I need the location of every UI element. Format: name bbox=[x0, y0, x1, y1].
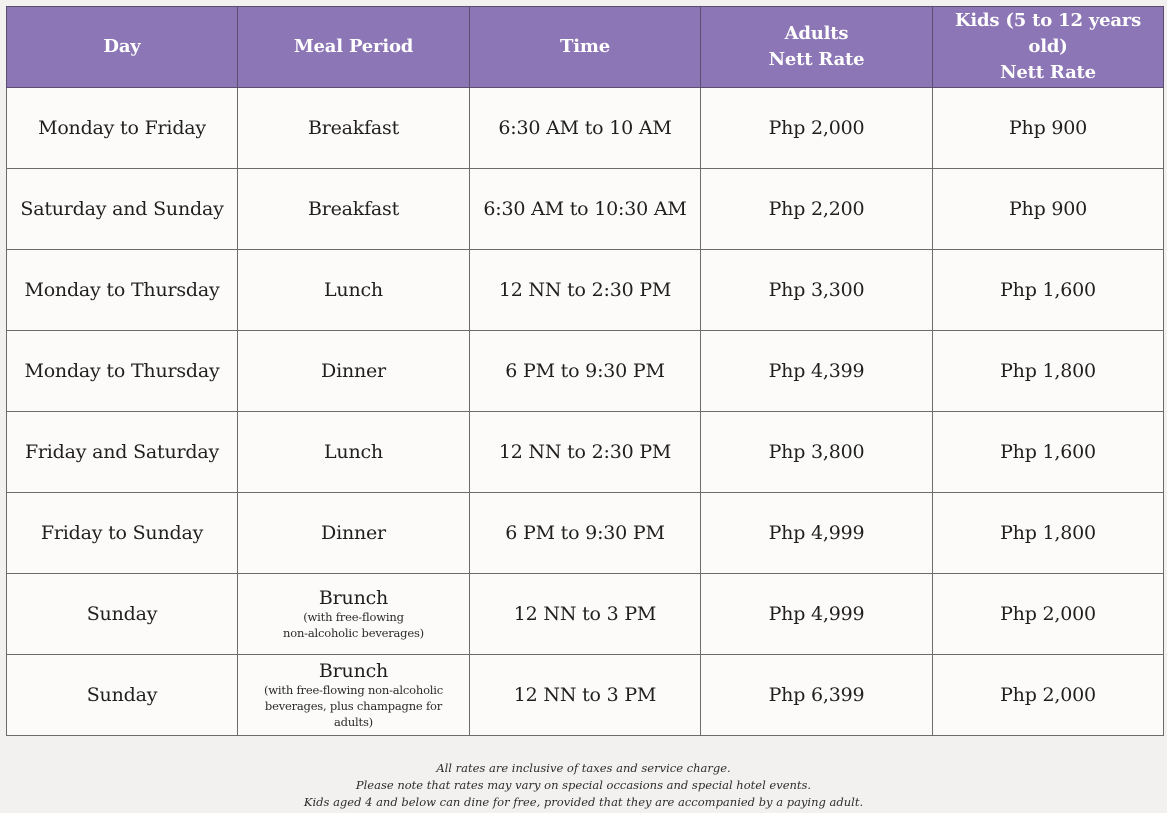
time-cell: 12 NN to 3 PM bbox=[470, 574, 701, 655]
table-row bbox=[7, 250, 1164, 331]
adult-rate-cell: Php 4,999 bbox=[701, 574, 933, 655]
meal-period-cell bbox=[238, 169, 470, 250]
adult-rate-cell: Php 4,999 bbox=[701, 493, 933, 574]
kids-rate-cell: Php 1,800 bbox=[933, 493, 1164, 574]
table-row bbox=[7, 331, 1164, 412]
kids-rate-cell: Php 1,800 bbox=[933, 331, 1164, 412]
meal-period-label: Dinner bbox=[321, 360, 386, 382]
header-time-label: Time bbox=[560, 36, 610, 57]
header-kids-sublabel: Nett Rate bbox=[1000, 62, 1096, 83]
kids-rate-cell: Php 1,600 bbox=[933, 250, 1164, 331]
time-cell: 6 PM to 9:30 PM bbox=[470, 493, 701, 574]
table-row bbox=[7, 574, 1164, 655]
meal-period-cell bbox=[238, 250, 470, 331]
kids-rate-cell: Php 2,000 bbox=[933, 574, 1164, 655]
table-row bbox=[7, 493, 1164, 574]
day-cell: Saturday and Sunday bbox=[7, 169, 238, 250]
time-cell: 6:30 AM to 10:30 AM bbox=[470, 169, 701, 250]
meal-period-label: Breakfast bbox=[307, 198, 400, 220]
buffet-rates-table bbox=[6, 6, 1164, 736]
meal-period-label: Dinner bbox=[321, 522, 386, 544]
kids-rate-cell: Php 1,600 bbox=[933, 412, 1164, 493]
adult-rate-cell: Php 2,200 bbox=[701, 169, 933, 250]
meal-period-label: Brunch bbox=[318, 587, 389, 609]
adult-rate-cell: Php 4,399 bbox=[701, 331, 933, 412]
day-cell: Sunday bbox=[7, 574, 238, 655]
meal-period-cell bbox=[238, 655, 470, 736]
adult-rate-cell: Php 3,800 bbox=[701, 412, 933, 493]
footnote-kids-free: Kids aged 4 and below can dine for free, provided that they are accompanied by a paying adult. bbox=[303, 795, 864, 809]
kids-rate-cell: Php 2,000 bbox=[933, 655, 1164, 736]
header-kids-rate bbox=[933, 7, 1164, 88]
meal-period-label: Breakfast bbox=[307, 117, 400, 139]
meal-note-line: non-alcoholic beverages) bbox=[283, 626, 424, 640]
meal-period-label: Lunch bbox=[324, 279, 383, 301]
table-row bbox=[7, 655, 1164, 736]
footnote-rate-variation: Please note that rates may vary on special occasions and special hotel events. bbox=[355, 778, 812, 792]
meal-note-line: (with free-flowing non-alcoholic bbox=[264, 683, 443, 697]
day-cell: Monday to Friday bbox=[7, 88, 238, 169]
header-kids-label: Kids (5 to 12 years old) bbox=[954, 10, 1142, 57]
meal-note-line: beverages, plus champagne for adults) bbox=[264, 699, 443, 729]
day-cell: Monday to Thursday bbox=[7, 331, 238, 412]
time-cell: 12 NN to 2:30 PM bbox=[470, 250, 701, 331]
header-adults-sublabel: Nett Rate bbox=[768, 49, 865, 70]
table-row bbox=[7, 88, 1164, 169]
meal-period-label: Lunch bbox=[324, 441, 383, 463]
time-cell: 6:30 AM to 10 AM bbox=[470, 88, 701, 169]
meal-period-cell bbox=[238, 412, 470, 493]
day-cell: Friday and Saturday bbox=[7, 412, 238, 493]
adult-rate-cell: Php 2,000 bbox=[701, 88, 933, 169]
kids-rate-cell: Php 900 bbox=[933, 88, 1164, 169]
header-meal-period bbox=[238, 7, 470, 88]
table-row bbox=[7, 412, 1164, 493]
meal-period-cell bbox=[238, 331, 470, 412]
header-meal-period-label: Meal Period bbox=[293, 36, 414, 57]
time-cell: 12 NN to 3 PM bbox=[470, 655, 701, 736]
adult-rate-cell: Php 3,300 bbox=[701, 250, 933, 331]
footnotes bbox=[0, 760, 1167, 811]
table-body bbox=[7, 88, 1164, 736]
header-time bbox=[470, 7, 701, 88]
kids-rate-cell: Php 900 bbox=[933, 169, 1164, 250]
meal-period-cell bbox=[238, 574, 470, 655]
meal-note-line: (with free-flowing bbox=[303, 610, 404, 624]
header-day-label: Day bbox=[103, 36, 141, 57]
day-cell: Friday to Sunday bbox=[7, 493, 238, 574]
meal-period-cell bbox=[238, 493, 470, 574]
meal-period-label: Brunch bbox=[318, 660, 389, 682]
adult-rate-cell: Php 6,399 bbox=[701, 655, 933, 736]
footnote-taxes: All rates are inclusive of taxes and service charge. bbox=[436, 761, 731, 775]
time-cell: 12 NN to 2:30 PM bbox=[470, 412, 701, 493]
time-cell: 6 PM to 9:30 PM bbox=[470, 331, 701, 412]
table-header bbox=[7, 7, 1164, 88]
day-cell: Sunday bbox=[7, 655, 238, 736]
header-row bbox=[7, 7, 1164, 88]
header-adults-label: Adults bbox=[784, 23, 849, 44]
table-row bbox=[7, 169, 1164, 250]
header-adults-rate bbox=[701, 7, 933, 88]
day-cell: Monday to Thursday bbox=[7, 250, 238, 331]
header-day bbox=[7, 7, 238, 88]
meal-period-cell bbox=[238, 88, 470, 169]
